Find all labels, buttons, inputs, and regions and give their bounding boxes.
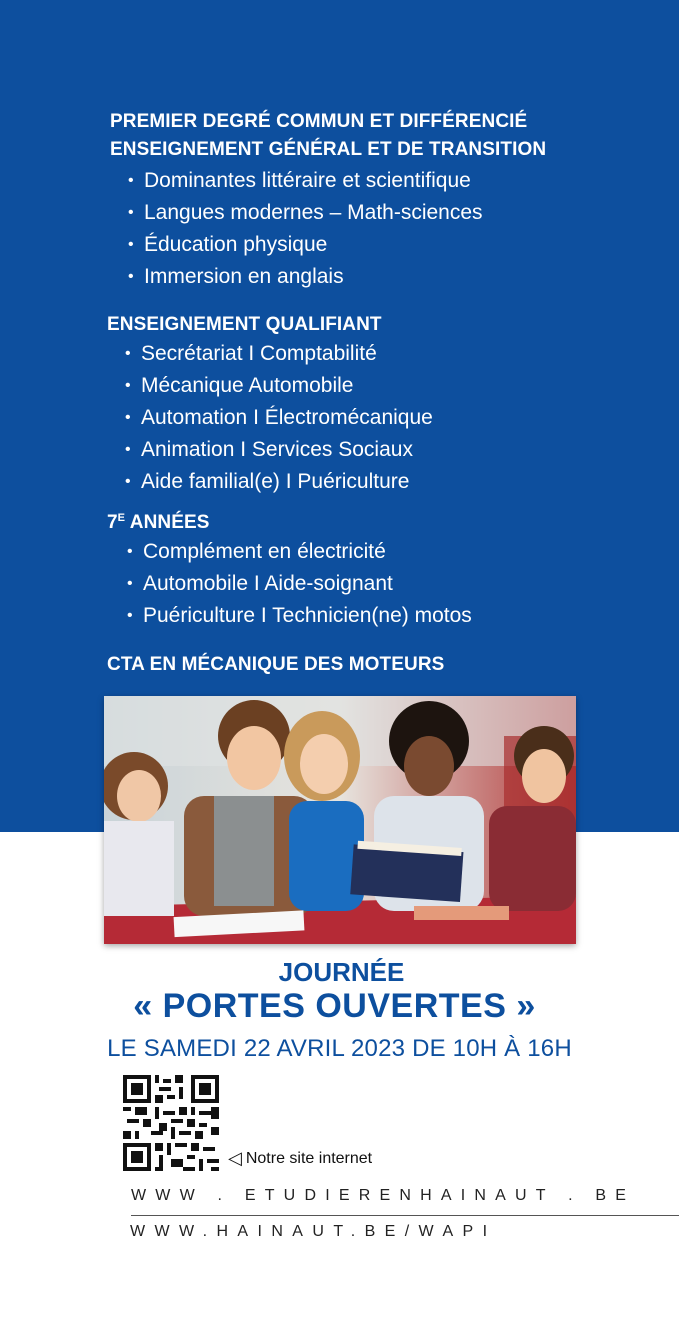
bullet-icon: •: [125, 473, 131, 490]
list-item: [125, 435, 433, 467]
qr-caption-text: Notre site internet: [245, 1149, 373, 1167]
list-item-label: Aide familial(e) I Puériculture: [141, 470, 410, 493]
list-item: [125, 371, 433, 403]
section-premier-degre: [110, 108, 546, 294]
list-item-label: Animation I Services Sociaux: [141, 438, 413, 461]
qr-code-icon[interactable]: [123, 1075, 219, 1171]
list-item-label: Puériculture I Technicien(ne) motos: [143, 604, 472, 627]
list-item-label: Dominantes littéraire et scientifique: [144, 169, 471, 192]
section-heading: [107, 504, 472, 537]
list-item: [125, 339, 433, 371]
list-item-label: Secrétariat I Comptabilité: [141, 342, 377, 365]
section-heading: ENSEIGNEMENT QUALIFIANT: [107, 314, 382, 335]
section-qualifiant: [107, 311, 433, 499]
heading-text: ANNÉES: [125, 512, 210, 533]
list-item: [128, 198, 546, 230]
section-heading: CTA EN MÉCANIQUE DES MOTEURS: [107, 654, 445, 675]
left-arrow-icon: ◁: [228, 1148, 242, 1168]
list-item: [127, 601, 472, 633]
bullet-icon: •: [125, 409, 131, 426]
students-photo: [104, 696, 576, 944]
list-item: [128, 166, 546, 198]
event-name: « PORTES OUVERTES »: [133, 987, 536, 1025]
bullet-icon: •: [127, 543, 133, 560]
list-item-label: Automation I Électromécanique: [141, 406, 433, 429]
bullet-icon: •: [128, 236, 134, 253]
section-heading: PREMIER DEGRÉ COMMUN ET DIFFÉRENCIÉ: [110, 111, 528, 132]
website-url-etudierenhainaut[interactable]: WWW . ETUDIERENHAINAUT . BE: [131, 1187, 636, 1204]
list-item: [128, 262, 546, 294]
heading-superscript: E: [117, 512, 126, 524]
course-list: [128, 166, 546, 294]
event-date: LE SAMEDI 22 AVRIL 2023 DE 10H À 16H: [107, 1035, 572, 1062]
list-item-label: Mécanique Automobile: [141, 374, 354, 397]
list-item-label: Automobile I Aide-soignant: [143, 572, 393, 595]
list-item: [128, 230, 546, 262]
bullet-icon: •: [127, 575, 133, 592]
bullet-icon: •: [128, 172, 134, 189]
event-title: JOURNÉE: [278, 957, 405, 987]
bullet-icon: •: [128, 268, 134, 285]
list-item-label: Éducation physique: [144, 233, 328, 256]
course-list: [127, 537, 472, 633]
qr-caption: [228, 1148, 372, 1169]
list-item: [125, 403, 433, 435]
section-heading: ENSEIGNEMENT GÉNÉRAL ET DE TRANSITION: [110, 139, 547, 160]
list-item-label: Complément en électricité: [143, 540, 386, 563]
bullet-icon: •: [125, 441, 131, 458]
list-item-label: Langues modernes – Math-sciences: [144, 201, 483, 224]
bullet-icon: •: [128, 204, 134, 221]
bullet-icon: •: [125, 345, 131, 362]
heading-number: 7: [107, 512, 118, 533]
list-item: [127, 537, 472, 569]
website-url-hainaut-wapi[interactable]: WWW.HAINAUT.BE/WAPI: [130, 1223, 497, 1240]
bullet-icon: •: [125, 377, 131, 394]
list-item: [127, 569, 472, 601]
list-item: [125, 467, 433, 499]
list-item-label: Immersion en anglais: [144, 265, 344, 288]
section-cta: [107, 651, 444, 679]
course-list: [125, 339, 433, 499]
section-7e-annees: [107, 504, 472, 633]
divider: [131, 1215, 679, 1216]
bullet-icon: •: [127, 607, 133, 624]
